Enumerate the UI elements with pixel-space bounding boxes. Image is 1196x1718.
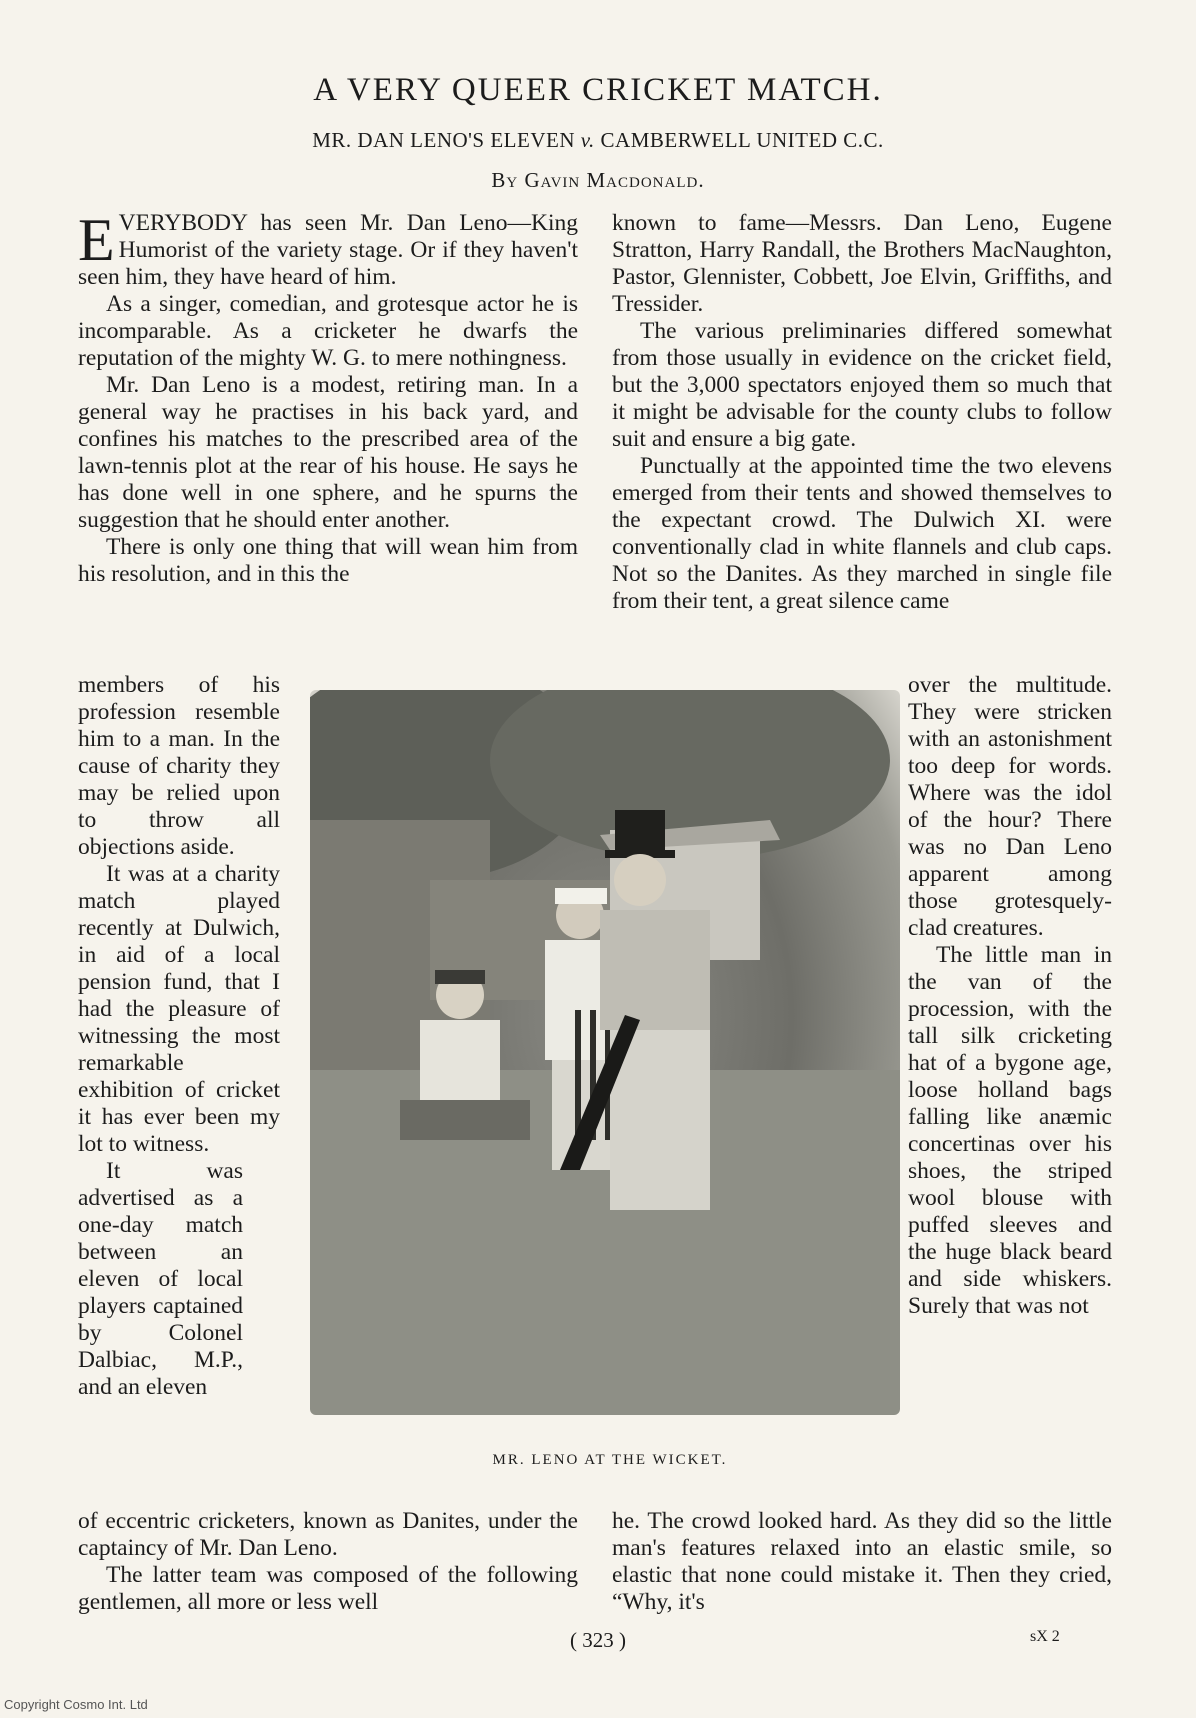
batsman-striped-blouse: [600, 910, 710, 1030]
paragraph-2: As a singer, comedian, and grotesque actor he is incomparable. As a cricketer he dwarfs the reputation of the mighty W. G. to mere nothingness.: [78, 291, 578, 371]
seated-player-body: [420, 1020, 500, 1110]
paragraph-6-start: It was advertised as a one-day match between an eleven of local players captained by Colonel Dalbiac, M.P., and an eleven: [78, 1158, 243, 1400]
drop-cap: E: [78, 207, 115, 273]
seated-player-cap: [435, 970, 485, 984]
right-paragraph-4-cont: he. The crowd looked hard. As they did so the little man's features relaxed into an elastic smile, so elastic that none could mistake it. Then they cried, “Why, it's: [612, 1508, 1112, 1615]
left-column-top: [78, 207, 578, 588]
wicketkeeper-cap: [555, 888, 607, 904]
paragraph-1: [78, 207, 578, 291]
paragraph-6-cont: of eccentric cricketers, known as Danites, under the captaincy of Mr. Dan Leno.: [78, 1508, 578, 1561]
left-column-narrow: [78, 672, 280, 1401]
right-paragraph-3-start: Punctually at the appointed time the two elevens emerged from their tents and showed themselves to the expectant crowd. The Dulwich XI. were conventionally clad in white flannels and club caps. Not so the Danites. As they marched in single file from their tent, a great silence came: [612, 453, 1112, 614]
photo-caption: MR. LENO AT THE WICKET.: [492, 1452, 728, 1468]
paragraph-3: Mr. Dan Leno is a modest, retiring man. In a general way he practises in his back yard, and confines his matches to the prescribed area of the lawn-tennis plot at the rear of his house. He says he has done well in one sphere, and he spurns the suggestion that he should enter another.: [78, 372, 578, 533]
right-paragraph-2: The various preliminaries differed somewhat from those usually in evidence on the cricket field, but the 3,000 spectators enjoyed them so much that it might be advisable for the county clubs to follow suit and ensure a big gate.: [612, 318, 1112, 452]
cricket-photograph: [310, 690, 900, 1415]
right-paragraph-4-start: The little man in the van of the procession, with the tall silk cricketing hat of a bygone age, loose holland bags falling like anæmic concertinas over his shoes, the striped wool blouse with puffed sleeves and the huge black beard and side whiskers. Surely that was not: [908, 942, 1112, 1319]
stump-1: [575, 1010, 581, 1140]
right-column-narrow: [908, 672, 1112, 1320]
signature-mark: sX 2: [1030, 1628, 1060, 1645]
paragraph-7: The latter team was composed of the following gentlemen, all more or less well: [78, 1562, 578, 1615]
left-column-bottom: [78, 1508, 578, 1616]
right-column-top: [612, 210, 1112, 615]
byline: By Gavin Macdonald.: [491, 168, 705, 192]
article-title: A VERY QUEER CRICKET MATCH.: [313, 72, 883, 108]
subtitle-team-two: CAMBERWELL UNITED C.C.: [594, 128, 884, 152]
article-subtitle: [0, 128, 1196, 153]
paragraph-5: It was at a charity match played recently at Dulwich, in aid of a local pension fund, that I had the pleasure of witnessing the most remarkable exhibition of cricket it has ever been my lot to witness.: [78, 861, 280, 1157]
paragraph-1-text: VERYBODY has seen Mr. Dan Leno—King Humorist of the variety stage. Or if they haven't seen him, they have heard of him.: [78, 210, 578, 290]
photo-illustration: [310, 690, 900, 1415]
batsman-face: [614, 854, 666, 906]
batsman-top-hat: [615, 810, 665, 855]
copyright-notice: Copyright Cosmo Int. Ltd: [4, 1697, 148, 1712]
page-number: ( 323 ): [570, 1628, 626, 1652]
paragraph-4-start: There is only one thing that will wean him from his resolution, and in this the: [78, 534, 578, 587]
subtitle-team-one: MR. DAN LENO'S ELEVEN: [312, 128, 581, 152]
seated-player-legs: [400, 1100, 530, 1140]
subtitle-versus: v.: [580, 128, 595, 152]
right-column-bottom: [612, 1508, 1112, 1616]
right-paragraph-3-cont: over the multitude. They were stricken with an astonishment too deep for words. Where was the idol of the hour? There was no Dan Leno apparent among those grotesquely-clad creatures.: [908, 672, 1112, 941]
paragraph-4-cont: members of his profession resemble him to a man. In the cause of charity they may be relied upon to throw all objections aside.: [78, 672, 280, 860]
right-paragraph-1: known to fame—Messrs. Dan Leno, Eugene Stratton, Harry Randall, the Brothers MacNaughton, Pastor, Glennister, Cobbett, Joe Elvin, Griffiths, and Tressider.: [612, 210, 1112, 317]
